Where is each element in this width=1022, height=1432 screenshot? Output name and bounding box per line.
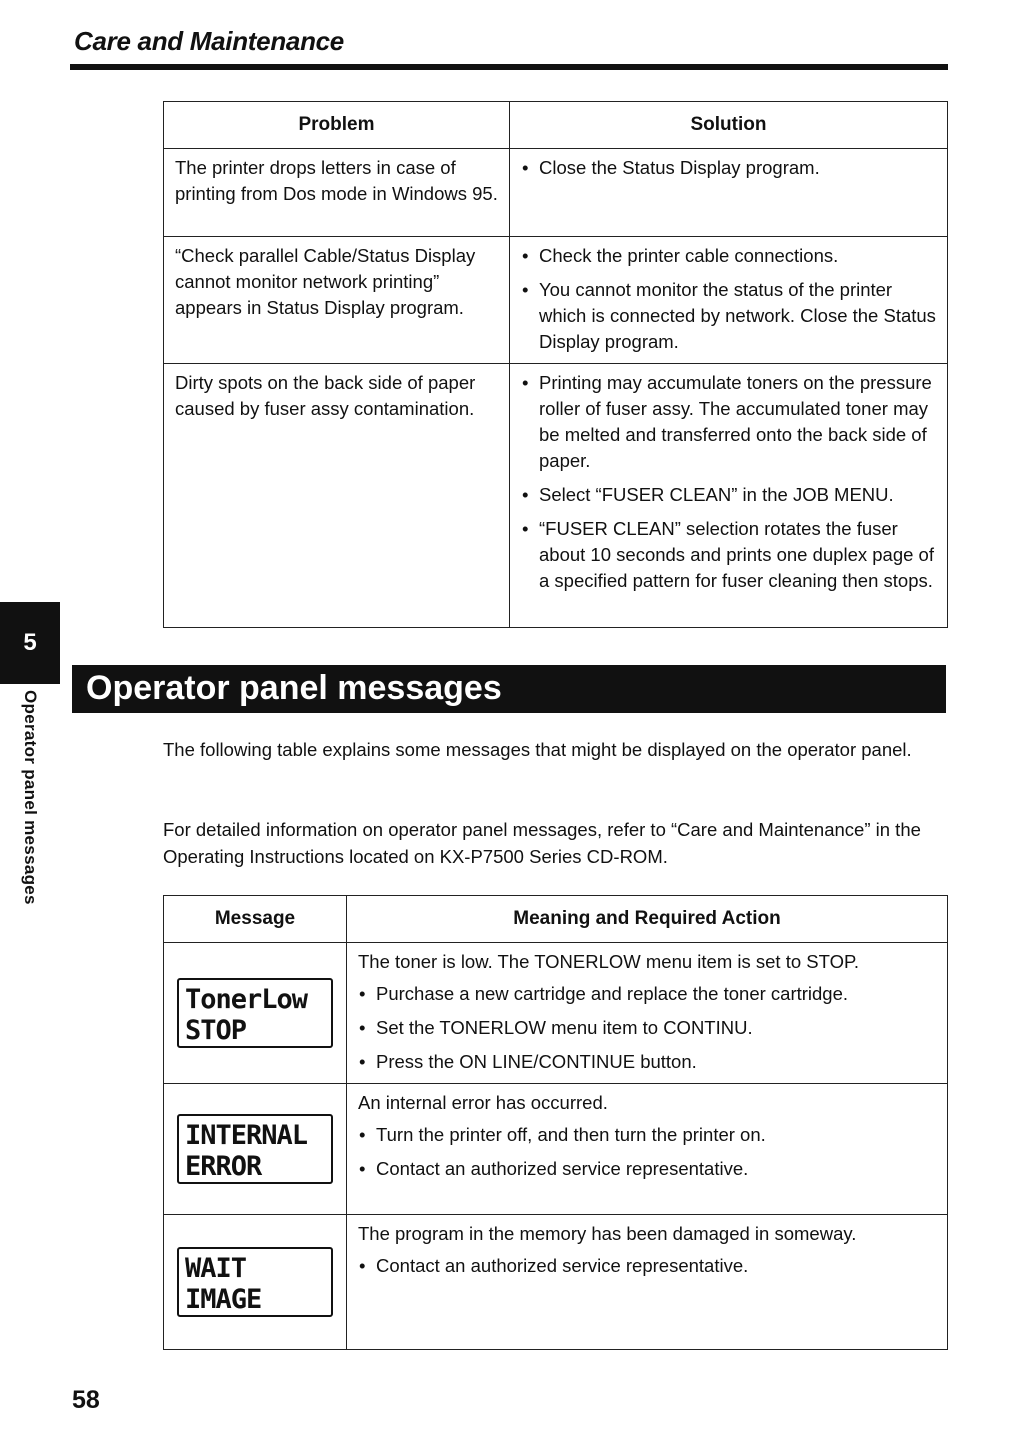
- table-row: [164, 943, 948, 1084]
- message-description: The program in the memory has been damaged in someway.: [358, 1223, 857, 1244]
- table-row: [164, 364, 948, 628]
- section-title: Operator panel messages: [86, 669, 502, 707]
- lcd-display: [177, 1247, 333, 1317]
- solution-column-header: Solution: [510, 102, 948, 149]
- action-item: • Purchase a new cartridge and replace the toner cartridge.: [358, 981, 937, 1007]
- action-item: • Turn the printer off, and then turn the printer on.: [358, 1122, 937, 1148]
- table-row: [164, 1215, 948, 1350]
- action-item: • Contact an authorized service representative.: [358, 1156, 937, 1182]
- reference-paragraph: For detailed information on operator panel messages, refer to “Care and Maintenance” in the Operating Instructions located on KX-P7500 Series CD-ROM.: [163, 819, 921, 867]
- problem-cell: “Check parallel Cable/Status Display cannot monitor network printing” appears in Status Display program.: [164, 237, 510, 364]
- table-header-row: [164, 102, 948, 149]
- meaning-cell: [347, 1084, 948, 1215]
- sidebar-section-text: Operator panel messages: [21, 690, 40, 905]
- lcd-line-1: WAIT: [185, 1253, 247, 1284]
- lcd-line-1: INTERNAL: [185, 1120, 308, 1151]
- lcd-line-1: TonerLow: [185, 984, 308, 1015]
- message-description: An internal error has occurred.: [358, 1092, 608, 1113]
- meaning-cell: [347, 943, 948, 1084]
- header-rule: [70, 64, 948, 70]
- sidebar-section-label: [4, 690, 56, 950]
- table-row: [164, 237, 948, 364]
- solution-item: • Printing may accumulate toners on the pressure roller of fuser assy. The accumulated toner may be melted and transferred onto the back side of paper.: [521, 370, 937, 474]
- problem-solution-table: [163, 101, 948, 628]
- message-cell: [164, 943, 347, 1084]
- message-table: [163, 895, 948, 1350]
- chapter-tab: [0, 602, 60, 684]
- message-column-header: Message: [164, 896, 347, 943]
- solution-cell: [510, 149, 948, 237]
- intro-paragraph: The following table explains some messages that might be displayed on the operator panel.: [163, 739, 912, 760]
- action-item: • Press the ON LINE/CONTINUE button.: [358, 1049, 937, 1075]
- lcd-line-2: STOP: [185, 1015, 247, 1046]
- lcd-line-2: IMAGE: [185, 1284, 262, 1315]
- action-item: • Set the TONERLOW menu item to CONTINU.: [358, 1015, 937, 1041]
- solution-cell: [510, 364, 948, 628]
- problem-cell: Dirty spots on the back side of paper caused by fuser assy contamination.: [164, 364, 510, 628]
- table-row: [164, 1084, 948, 1215]
- solution-item: • Select “FUSER CLEAN” in the JOB MENU.: [521, 482, 937, 508]
- page-number: 58: [72, 1386, 100, 1414]
- solution-item: • Close the Status Display program.: [521, 155, 937, 181]
- solution-item: • You cannot monitor the status of the printer which is connected by network. Close the Status Display program.: [521, 277, 937, 355]
- solution-item: • Check the printer cable connections.: [521, 243, 937, 269]
- table-header-row: [164, 896, 948, 943]
- chapter-number: 5: [23, 629, 37, 656]
- message-description: The toner is low. The TONERLOW menu item is set to STOP.: [358, 951, 860, 972]
- lcd-display: [177, 978, 333, 1048]
- solution-item: • “FUSER CLEAN” selection rotates the fuser about 10 seconds and prints one duplex page of a specified pattern for fuser cleaning then stops.: [521, 516, 937, 594]
- meaning-cell: [347, 1215, 948, 1350]
- message-cell: [164, 1215, 347, 1350]
- section-banner: [72, 665, 946, 713]
- lcd-display: [177, 1114, 333, 1184]
- problem-column-header: Problem: [164, 102, 510, 149]
- page-header-title: Care and Maintenance: [74, 26, 344, 56]
- table-row: [164, 149, 948, 237]
- meaning-column-header: Meaning and Required Action: [347, 896, 948, 943]
- solution-cell: [510, 237, 948, 364]
- problem-cell: The printer drops letters in case of printing from Dos mode in Windows 95.: [164, 149, 510, 237]
- action-item: • Contact an authorized service representative.: [358, 1253, 937, 1279]
- lcd-line-2: ERROR: [185, 1151, 262, 1182]
- message-cell: [164, 1084, 347, 1215]
